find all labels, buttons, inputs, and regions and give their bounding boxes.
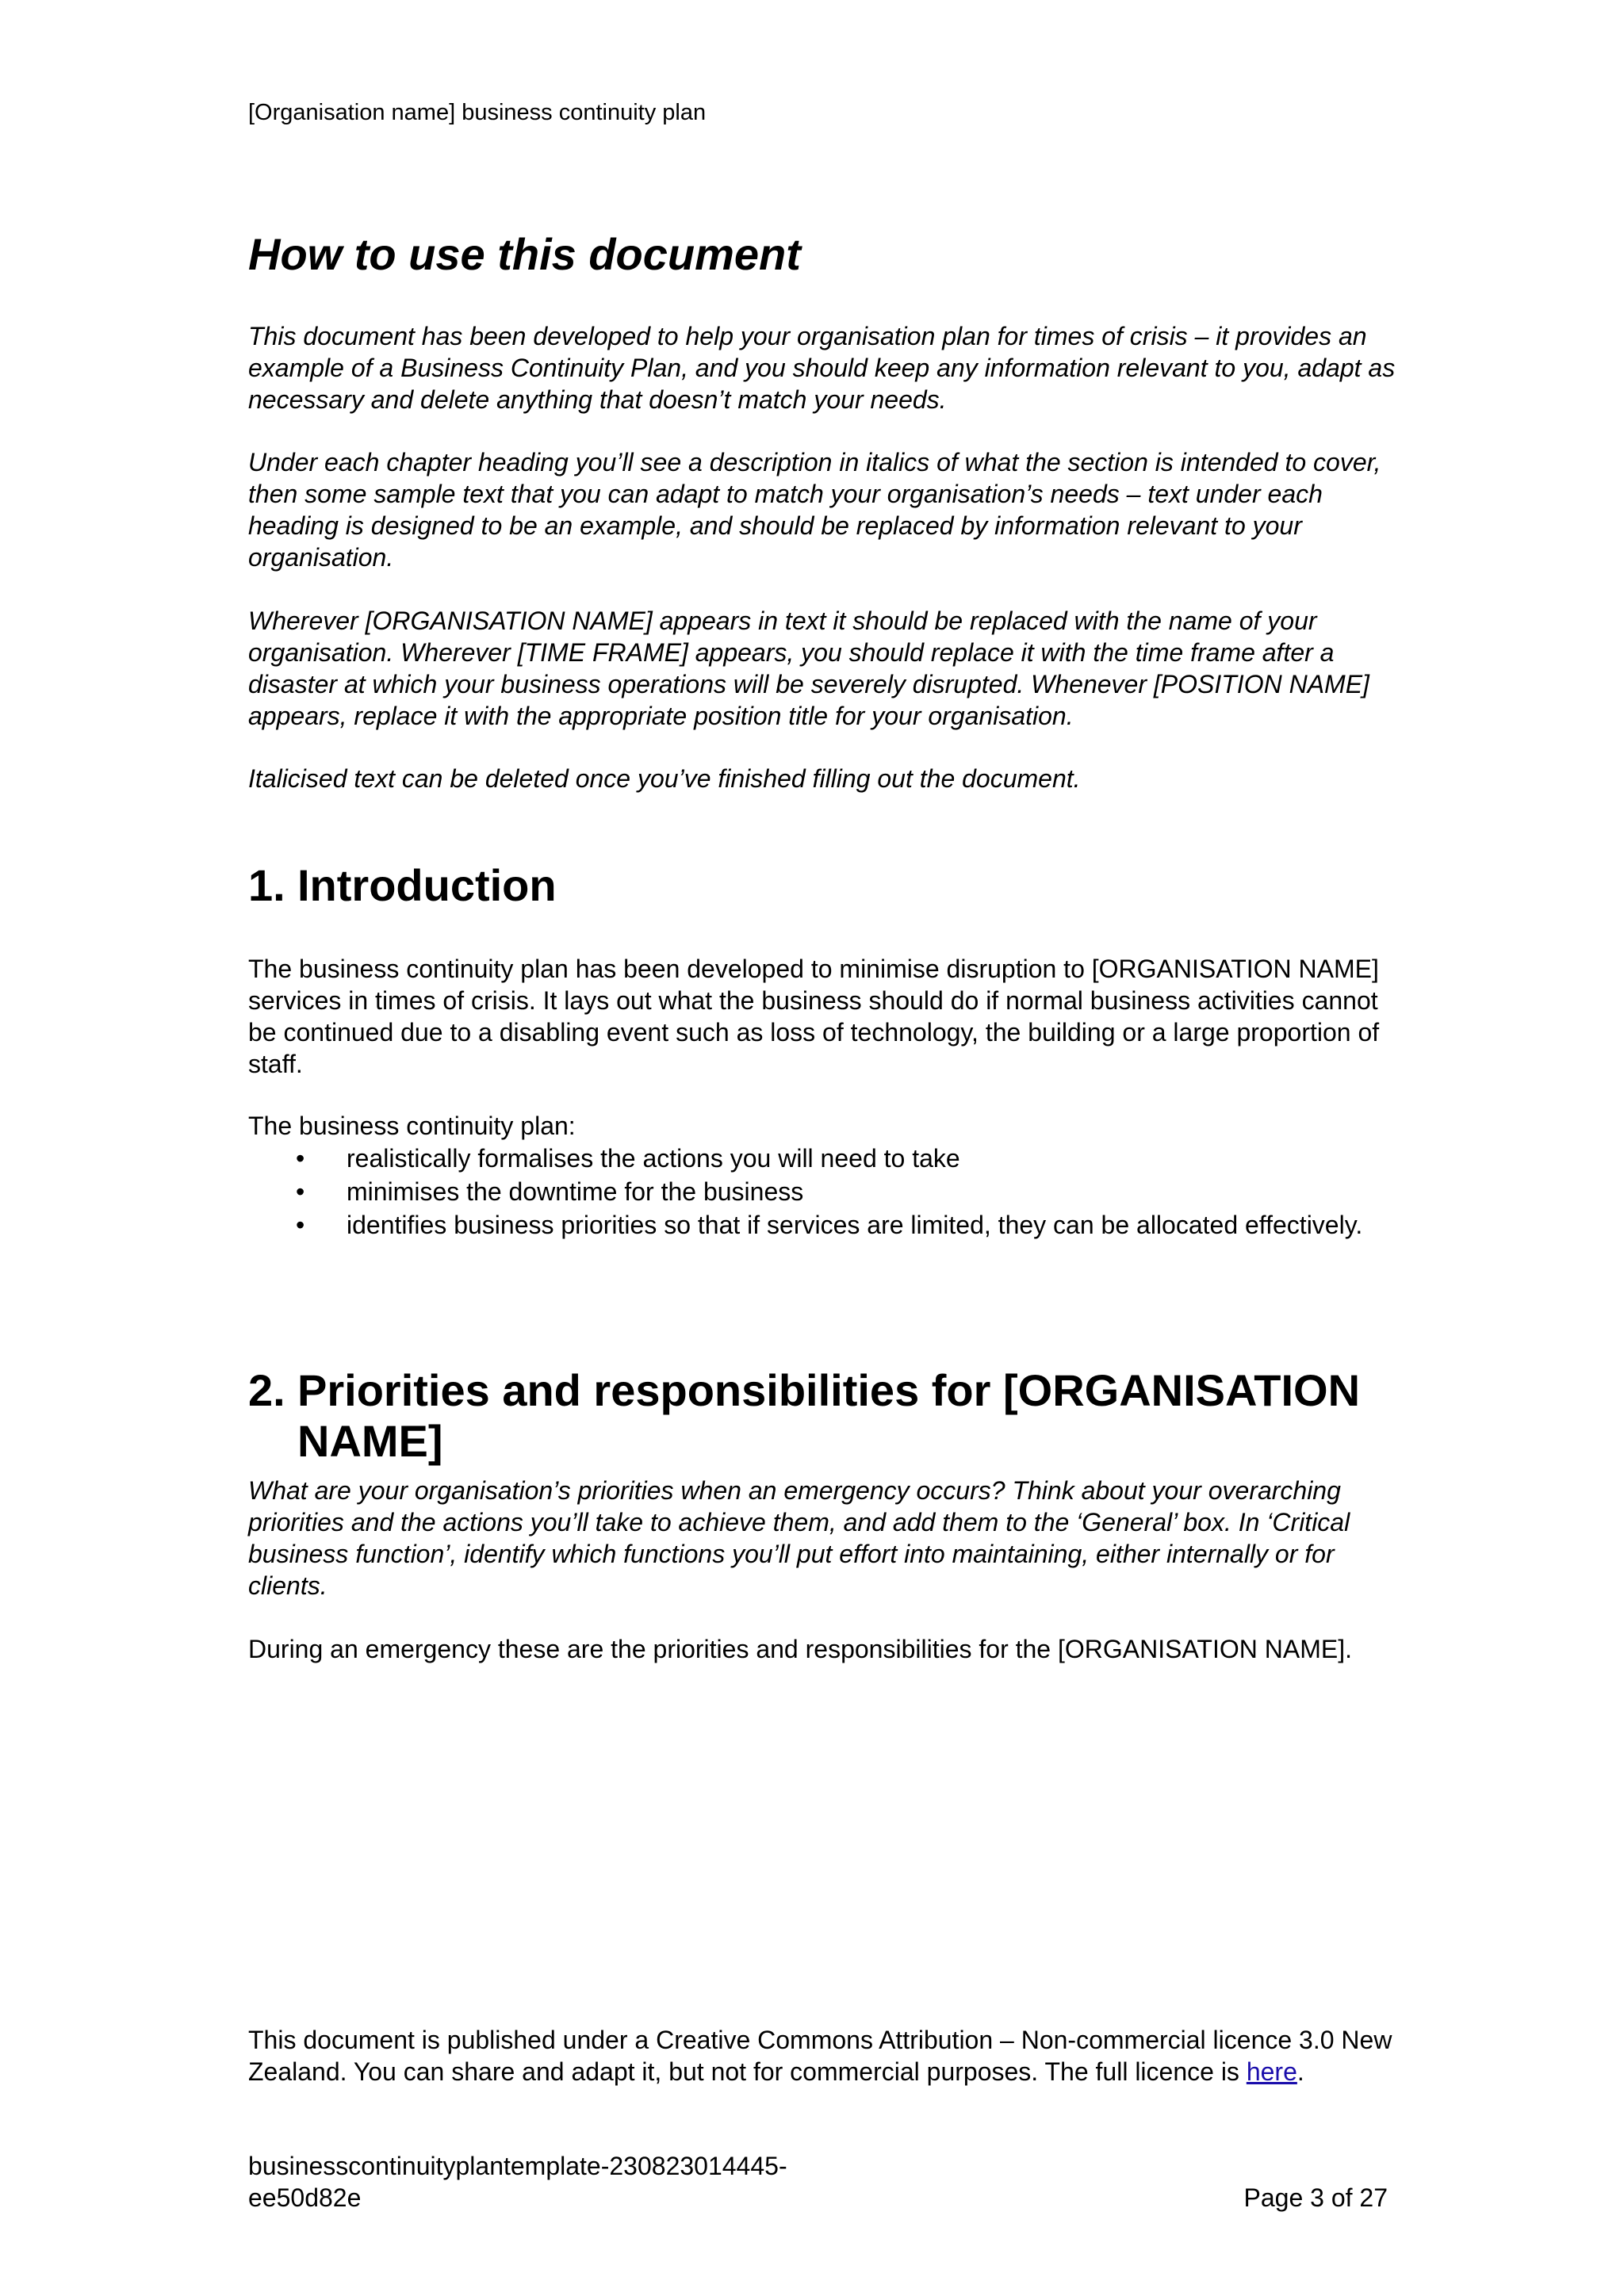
- list-item: • minimises the downtime for the business: [248, 1175, 1398, 1208]
- page-number: Page 3 of 27: [1243, 2183, 1388, 2212]
- section-1-number: 1.: [248, 860, 285, 910]
- how-to-use-paragraph-1: This document has been developed to help your organisation plan for times of crisis – it provides an example of a Business Continuity Plan, and you should keep any information relevant to you, adapt as necessary and delete anything that doesn’t match your needs.: [248, 322, 1396, 414]
- section-1-bullet-list: [248, 1142, 1398, 1242]
- how-to-use-paragraph-3: Wherever [ORGANISATION NAME] appears in text it should be replaced with the name of your organisation. Wherever [TIME FRAME] appears, you should replace it with the time frame after a disaster at which your business operations will be severely disrupted. Whenever [POSITION NAME] appears, replace it with the appropriate position title for your organisation.: [248, 607, 1369, 730]
- section-2-heading: [248, 1365, 1360, 1467]
- section-1-title: Introduction: [297, 860, 557, 910]
- bullet-icon: •: [296, 1177, 305, 1206]
- section-2-paragraph-2: During an emergency these are the priorities and responsibilities for the [ORGANISATION NAME].: [248, 1635, 1352, 1663]
- section-2-paragraph-1: What are your organisation’s priorities when an emergency occurs? Think about your overarching priorities and the actions you’ll take to achieve them, and add them to the ‘General’ box. In ‘Critical business function’, identify which functions you’ll put effort into maintaining, either internally or for clients.: [248, 1476, 1350, 1600]
- section-1-paragraph-1: The business continuity plan has been developed to minimise disruption to [ORGANISATION NAME] services in times of crisis. It lays out what the business should do if normal business activities cannot be continued due to a disabling event such as loss of technology, the building or a large proportion of staff.: [248, 955, 1380, 1078]
- section-1-list-intro: The business continuity plan:: [248, 1112, 576, 1140]
- section-2-title-line-2: NAME]: [297, 1416, 443, 1466]
- licence-notice: This document is published under a Creative Commons Attribution – Non-commercial licence 3.0 New Zealand. You can share and adapt it, but not for commercial purposes. The full licence is here.: [248, 2026, 1392, 2086]
- running-header: [Organisation name] business continuity plan: [248, 100, 707, 125]
- how-to-use-paragraph-2: Under each chapter heading you’ll see a description in italics of what the section is intended to cover, then some sample text that you can adapt to match your organisation’s needs – text under each heading is designed to be an example, and should be replaced by information relevant to your organisation.: [248, 448, 1381, 572]
- how-to-use-heading: How to use this document: [248, 229, 801, 279]
- how-to-use-paragraph-4: Italicised text can be deleted once you’ve finished filling out the document.: [248, 764, 1081, 793]
- list-item: • identifies business priorities so that if services are limited, they can be allocated effectively.: [248, 1208, 1398, 1242]
- bullet-icon: •: [296, 1144, 305, 1173]
- bullet-icon: •: [296, 1211, 305, 1239]
- document-id: businesscontinuityplantemplate-230823014445- ee50d82e: [248, 2152, 787, 2212]
- section-1-heading: [248, 860, 557, 911]
- section-2-number: 2.: [248, 1365, 285, 1415]
- list-item: • realistically formalises the actions you will need to take: [248, 1142, 1398, 1175]
- section-2-title-line-1: Priorities and responsibilities for [ORGANISATION: [297, 1365, 1361, 1415]
- licence-link[interactable]: here: [1246, 2057, 1297, 2086]
